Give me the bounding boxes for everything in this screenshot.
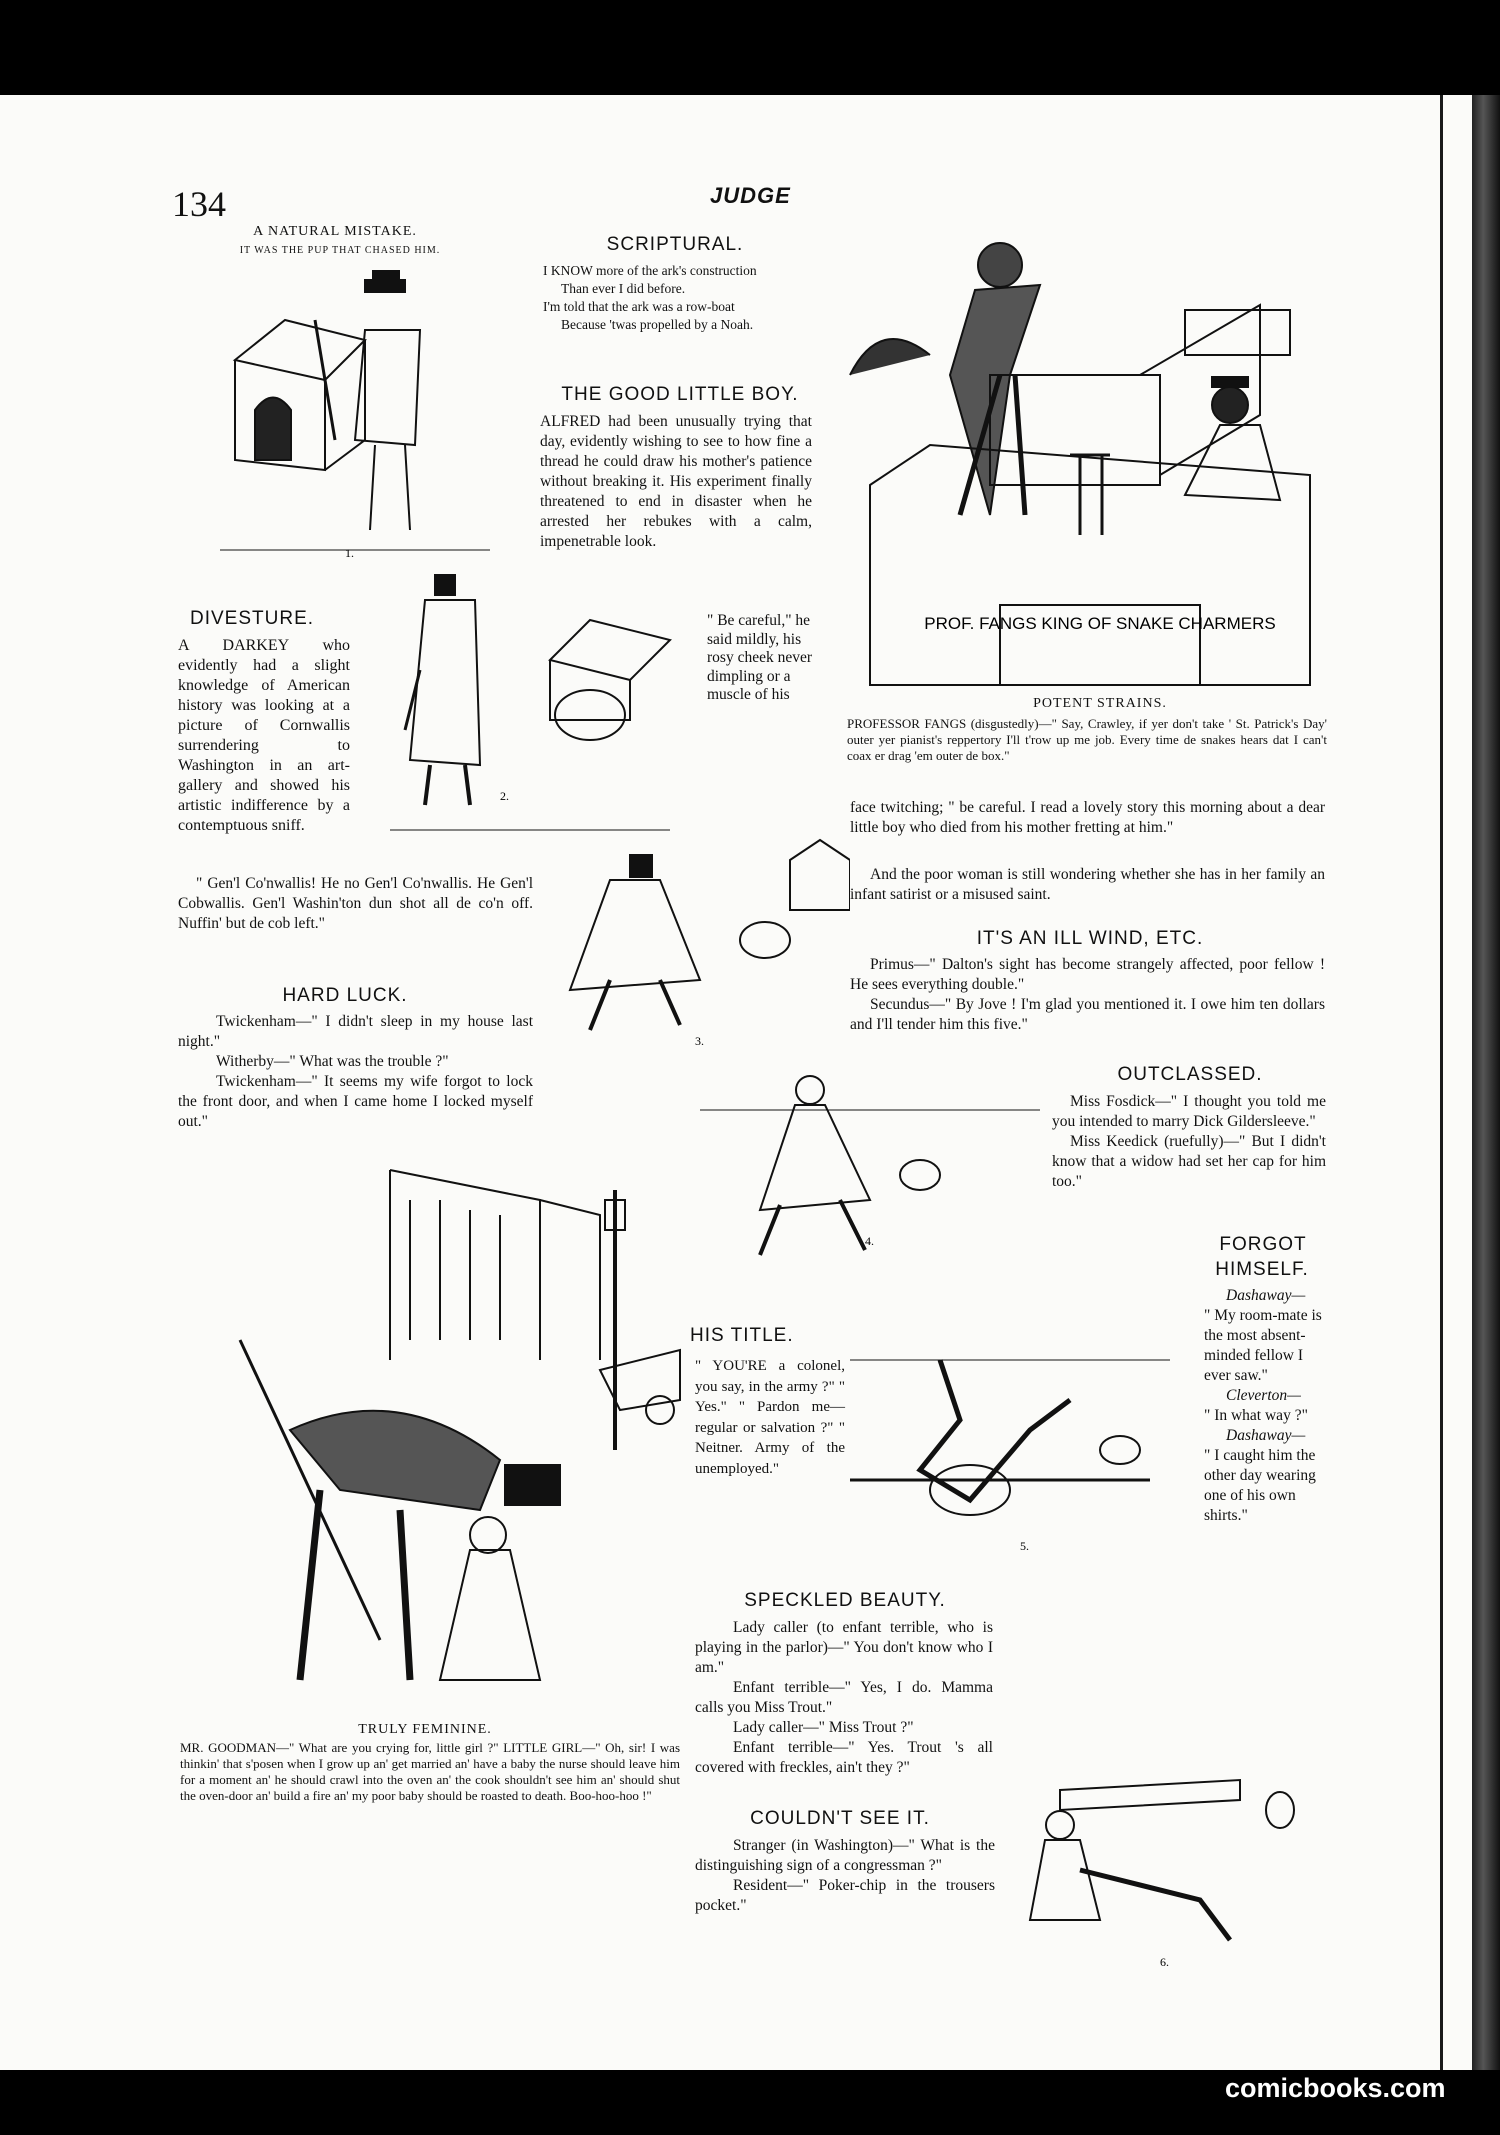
divesture-quote: " Gen'l Co'nwallis! He no Gen'l Co'nwallis. He Gen'l Cobwallis. Gen'l Washin'ton dun shot all de co'n off. Nuffin' but de cob left." (178, 875, 533, 932)
panel-number: 5. (1020, 1539, 1029, 1553)
forgot-title-line-1: FORGOT (1219, 1234, 1307, 1255)
dialogue-line: " In what way ?" (1204, 1407, 1308, 1424)
cartoon-panel-1 (215, 270, 495, 560)
dialogue-line: Miss Keedick (ruefully)—" But I didn't know that a widow had set her cap for him too." (1052, 1133, 1326, 1190)
good-boy-text: ALFRED had been unusually trying that day, evidently wishing to see to how fine a thread he could draw his mother's patience without breaking it. His experiment finally threatened to end in disaster when he arrested her rebukes with a calm, impenetrable look. (540, 413, 812, 550)
dialogue-line: Stranger (in Washington)—" What is the distinguishing sign of a congressman ?" (695, 1837, 995, 1874)
panel-number: 4. (865, 1234, 874, 1248)
dialogue-line: " I caught him the other day wearing one of his own shirts." (1204, 1447, 1316, 1524)
good-boy-text-2: " Be careful," he said mildly, his rosy cheek never dimpling or a muscle of his (707, 612, 813, 703)
street-cartoon (200, 1160, 690, 1720)
dialogue-line: Primus—" Dalton's sight has become strangely affected, poor fellow ! He sees everything double." (850, 956, 1325, 993)
poem-line: I'm told that the ark was a row-boat (543, 299, 735, 314)
potent-caption: POTENT STRAINS. (1033, 696, 1167, 711)
panel-number: 6. (1160, 1955, 1169, 1969)
speckled-title: SPECKLED BEAUTY. (744, 1590, 946, 1611)
outclassed-title: OUTCLASSED. (1117, 1064, 1263, 1085)
his-title-text: " YOU'RE a colonel, you say, in the army ?" " Yes." " Pardon me—regular or salvation ?" " Neitner. Army of the unemployed." (695, 1358, 845, 1477)
ill-wind-title: IT'S AN ILL WIND, ETC. (976, 928, 1204, 949)
masthead: JUDGE (710, 183, 791, 208)
dialogue-line: Enfant terrible—" Yes, I do. Mamma calls you Miss Trout." (695, 1679, 993, 1716)
cartoon-panel-2 (380, 560, 680, 840)
divesture-title: DIVESTURE. (190, 608, 315, 629)
poem-line: Than ever I did before. (561, 281, 686, 296)
hard-luck-title: HARD LUCK. (282, 985, 408, 1006)
couldnt-title: COULDN'T SEE IT. (750, 1808, 930, 1829)
feminine-text: MR. GOODMAN—" What are you crying for, little girl ?" LITTLE GIRL—" Oh, sir! I was thinkin' that s'posen when I grow up an' get married an' have a baby the nurse should leave him for a moment an' he should crawl into the oven an' the cook shouldn't see him an' should shut the oven-door an' build a fire an' my poor baby should be roasted to death. Boo-hoo-hoo !" (180, 1740, 680, 1803)
couldnt-dialogue (695, 1836, 995, 1916)
good-boy-title: THE GOOD LITTLE BOY. (561, 384, 799, 405)
cartoon-panel-6 (1000, 1770, 1320, 1970)
forgot-dialogue (1204, 1286, 1330, 1526)
binding-spine (1472, 95, 1500, 2070)
dialogue-line: Secundus—" By Jove ! I'm glad you mentioned it. I owe him ten dollars and I'll tender him this five." (850, 996, 1325, 1033)
outclassed-dialogue (1052, 1092, 1326, 1192)
panel-number: 2. (500, 789, 509, 803)
dialogue-line: Twickenham—" It seems my wife forgot to lock the front door, and when I came home I locked myself out." (178, 1073, 533, 1130)
hard-luck-dialogue (178, 1012, 533, 1132)
good-boy-ending: And the poor woman is still wondering whether she has in her family an infant satirist or a misused saint. (850, 866, 1325, 903)
his-title-heading: HIS TITLE. (690, 1325, 794, 1346)
panel-number: 1. (345, 546, 354, 560)
dialogue-speaker: Cleverton— (1226, 1387, 1301, 1404)
potent-text: PROFESSOR FANGS (disgustedly)—" Say, Crawley, if yer don't take ' St. Patrick's Day' outer yer pianist's reppertory I'll t'row up me job. Every time de snakes hears dat I can't coax er drag 'em outer de box." (847, 716, 1327, 763)
snake-sign-text: PROF. FANGS KING OF SNAKE CHARMERS (924, 614, 1276, 633)
poem-line: I KNOW more of the ark's construction (543, 263, 757, 278)
ill-wind-dialogue (850, 955, 1325, 1035)
speckled-dialogue (695, 1618, 993, 1778)
snake-charmer-cartoon (840, 225, 1320, 695)
good-boy-continued: face twitching; " be careful. I read a lovely story this morning about a dear little boy who died from his mother fretting at him." (850, 799, 1325, 836)
natural-mistake-title: A NATURAL MISTAKE. (253, 224, 417, 239)
dialogue-speaker: Dashaway— (1226, 1287, 1306, 1304)
dialogue-line: Miss Fosdick—" I thought you told me you intended to marry Dick Gildersleeve." (1052, 1093, 1326, 1130)
panel-number: 3. (695, 1034, 704, 1048)
dialogue-line: Lady caller (to enfant terrible, who is playing in the parlor)—" You don't know who I am." (695, 1619, 993, 1676)
poem-line: Because 'twas propelled by a Noah. (561, 317, 754, 332)
page-number: 134 (172, 184, 226, 224)
dialogue-line: Resident—" Poker-chip in the trousers pocket." (695, 1877, 995, 1914)
page-edge (1440, 95, 1443, 2070)
dialogue-speaker: Dashaway— (1226, 1427, 1306, 1444)
dialogue-line: " My room-mate is the most absent-minded fellow I ever saw." (1204, 1307, 1322, 1384)
watermark: comicbooks.com (1225, 2073, 1446, 2103)
cartoon-panel-3 (550, 820, 850, 1050)
scriptural-poem (543, 262, 813, 334)
dialogue-line: Witherby—" What was the trouble ?" (216, 1053, 449, 1070)
dialogue-line: Enfant terrible—" Yes. Trout 's all covered with freckles, ain't they ?" (695, 1739, 993, 1776)
feminine-caption: TRULY FEMININE. (358, 1722, 492, 1737)
forgot-title-line-2: HIMSELF. (1215, 1259, 1309, 1280)
dialogue-line: Twickenham—" I didn't sleep in my house last night." (178, 1013, 533, 1050)
natural-mistake-subtitle: IT WAS THE PUP THAT CHASED HIM. (239, 245, 441, 256)
cartoon-panel-5 (850, 1340, 1170, 1560)
scriptural-title: SCRIPTURAL. (606, 234, 744, 255)
dialogue-line: Lady caller—" Miss Trout ?" (733, 1719, 914, 1736)
cartoon-panel-4 (700, 1060, 1040, 1260)
divesture-text: A DARKEY who evidently had a slight knowledge of American history was looking at a picture of Cornwallis surrendering to Washington in an art-gallery and showed his artistic indifference by a contemptuous sniff. (178, 637, 350, 834)
